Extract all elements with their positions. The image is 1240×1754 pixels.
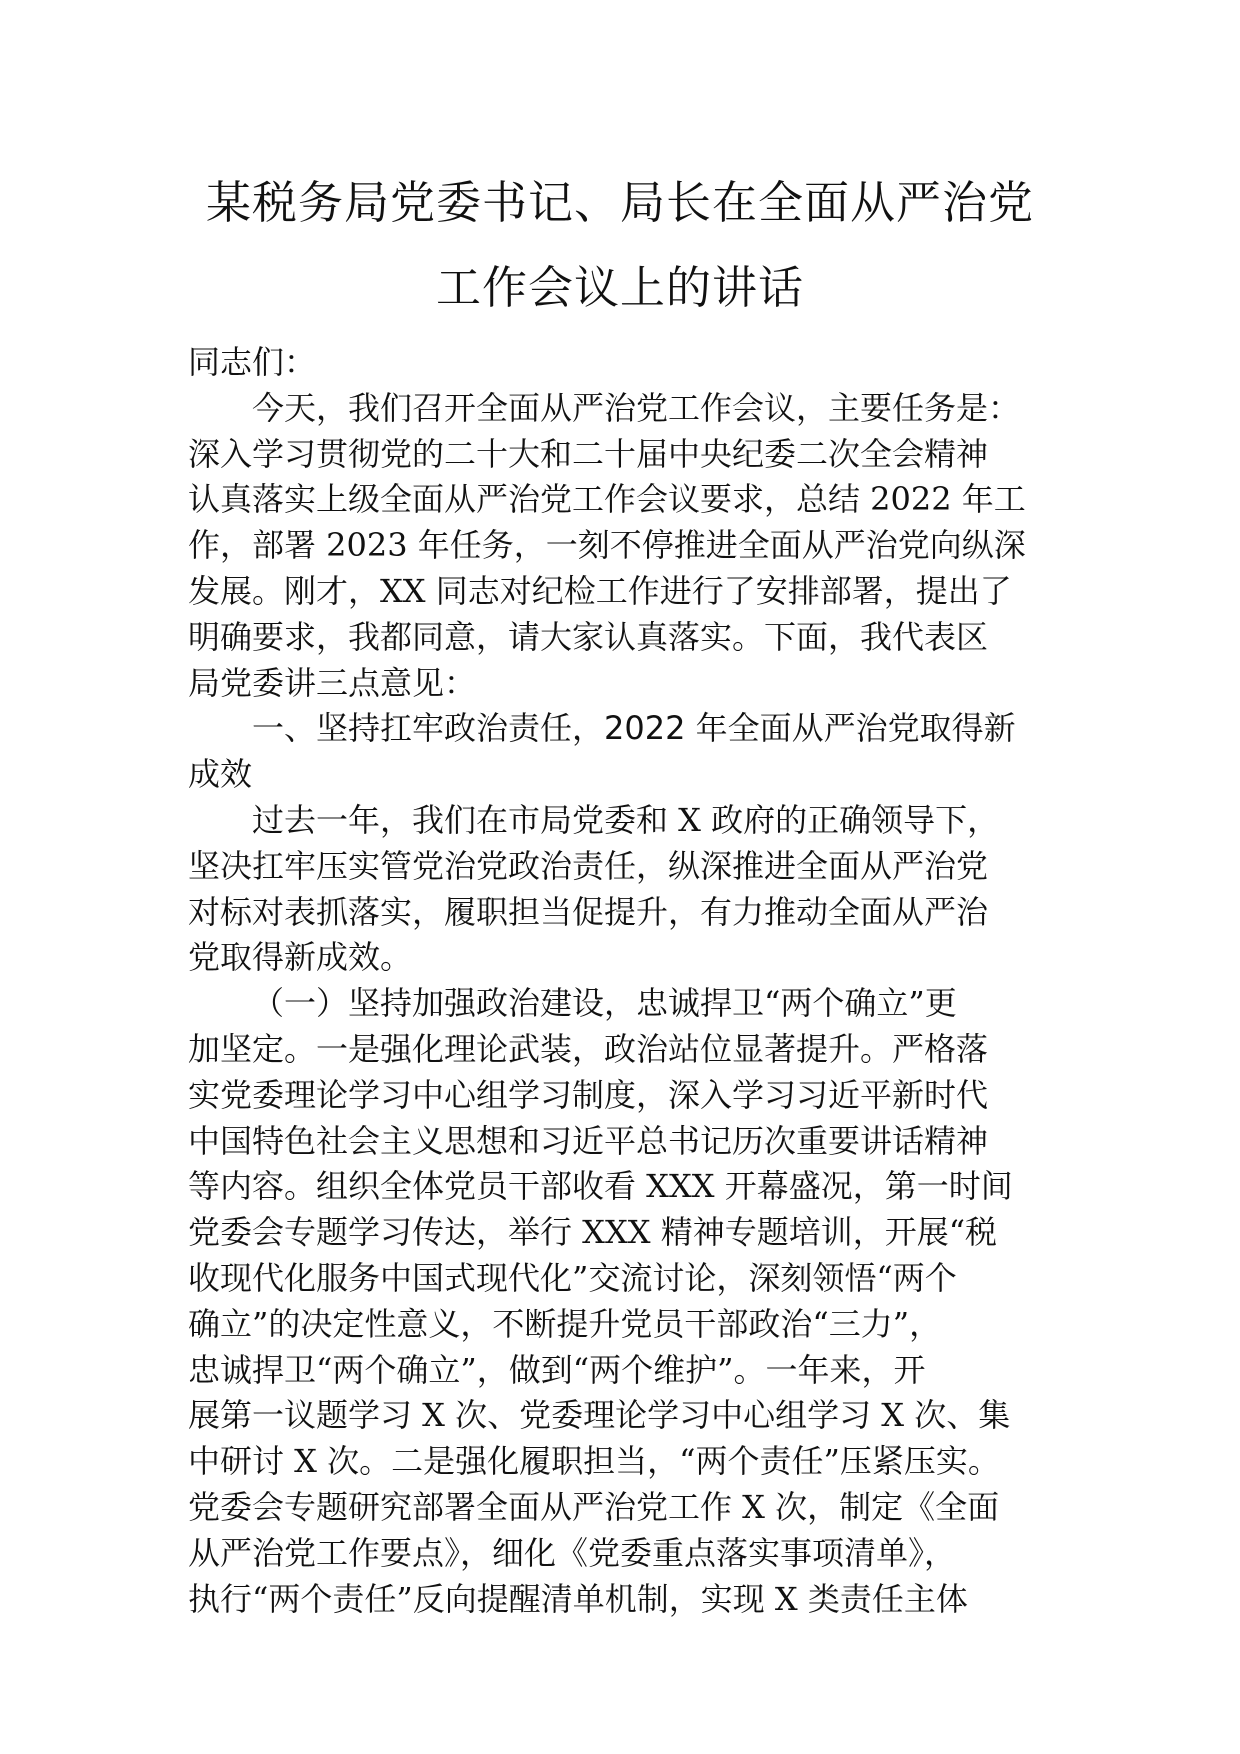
paragraph-line: 确立”的决定性意义，不断提升党员干部政治“三力”， [188, 1304, 942, 1343]
paragraph-line: 党委会专题研究部署全面从严治党工作 X 次，制定《全面 [188, 1487, 1000, 1526]
document-title-line-1: 某税务局党委书记、局长在全面从严治党 [205, 176, 1034, 229]
paragraph-line: 对标对表抓落实，履职担当促提升，有力推动全面从严治 [188, 892, 989, 931]
document-body [188, 340, 1078, 1622]
document-title-line-2: 工作会议上的讲话 [435, 261, 804, 314]
paragraph-line: 坚决扛牢压实管党治党政治责任，纵深推进全面从严治党 [188, 846, 989, 885]
paragraph-line: 作，部署 2023 年任务，一刻不停推进全面从严治党向纵深 [188, 526, 1026, 565]
paragraph-line: 从严治党工作要点》，细化《党委重点落实事项清单》， [188, 1533, 957, 1572]
paragraph-line: 今天，我们召开全面从严治党工作会议，主要任务是： [252, 388, 1021, 427]
paragraph-line: 中国特色社会主义思想和习近平总书记历次重要讲话精神 [188, 1121, 989, 1160]
paragraph-line: （一）坚持加强政治建设，忠诚捍卫“两个确立”更 [252, 984, 957, 1023]
paragraph-line: 深入学习贯彻党的二十大和二十届中央纪委二次全会精神 [188, 434, 989, 473]
paragraph-line: 忠诚捍卫“两个确立”，做到“两个维护”。一年来，开 [188, 1350, 926, 1389]
paragraph-line: 党取得新成效。 [188, 938, 413, 977]
paragraph-line: 等内容。组织全体党员干部收看 XXX 开幕盛况，第一时间 [188, 1167, 1013, 1206]
section-heading-line: 一、坚持扛牢政治责任，2022 年全面从严治党取得新 [252, 709, 1016, 748]
paragraph-line: 收现代化服务中国式现代化”交流讨论，深刻领悟“两个 [188, 1258, 957, 1297]
paragraph-line: 加坚定。一是强化理论武装，政治站位显著提升。严格落 [188, 1029, 989, 1068]
paragraph-line: 执行“两个责任”反向提醒清单机制，实现 X 类责任主体 [188, 1579, 968, 1618]
paragraph-line: 认真落实上级全面从严治党工作会议要求，总结 2022 年工 [188, 480, 1026, 519]
section-heading-line: 成效 [188, 755, 253, 794]
paragraph-line: 过去一年，我们在市局党委和 X 政府的正确领导下， [252, 800, 1000, 839]
paragraph-line: 党委会专题学习传达，举行 XXX 精神专题培训，开展“税 [188, 1213, 998, 1252]
paragraph-line: 中研讨 X 次。二是强化履职担当，“两个责任”压紧压实。 [188, 1442, 1000, 1481]
paragraph-line: 发展。刚才，XX 同志对纪检工作进行了安排部署，提出了 [188, 571, 1012, 610]
paragraph-line: 同志们： [188, 343, 317, 381]
paragraph-line: 局党委讲三点意见： [188, 663, 477, 702]
paragraph-line: 展第一议题学习 X 次、党委理论学习中心组学习 X 次、集 [188, 1396, 1011, 1435]
paragraph-line: 实党委理论学习中心组学习制度，深入学习习近平新时代 [188, 1075, 989, 1114]
paragraph-line: 明确要求，我都同意，请大家认真落实。下面，我代表区 [188, 617, 989, 656]
